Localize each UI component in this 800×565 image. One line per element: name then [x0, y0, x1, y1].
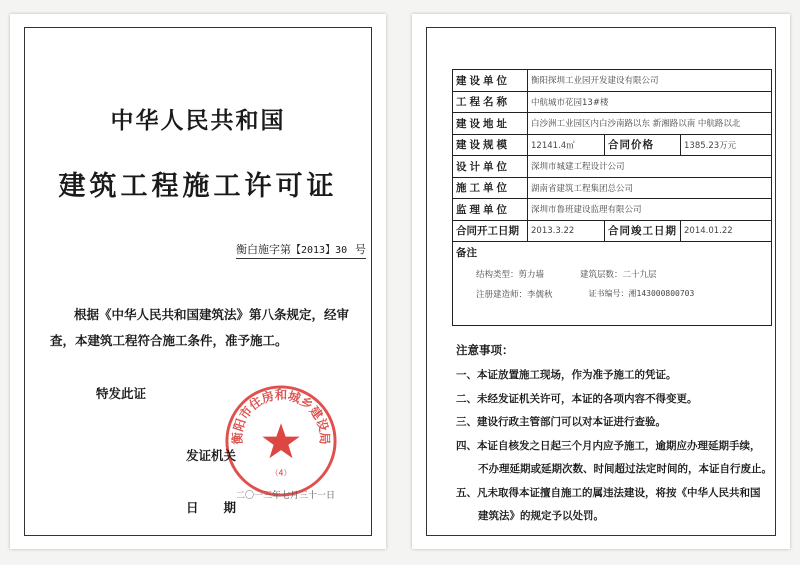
- issue-date: 二〇一三年七月三十一日: [236, 491, 336, 501]
- row-label: 建设地址: [453, 113, 528, 135]
- official-seal: [222, 382, 340, 500]
- remarks-line: [456, 288, 768, 300]
- note-item: 二、未经发证机关许可，本证的各项内容不得变更。: [456, 392, 698, 405]
- note-item: 四、本证自核发之日起三个月内应予施工，逾期应办理延期手续，: [456, 439, 761, 452]
- row-label: 监理单位: [453, 199, 528, 221]
- builder-name: 注册建造师：李儒秋: [476, 290, 553, 300]
- row-label: 建设单位: [453, 70, 528, 92]
- row-value: 白沙洲工业园区内白沙南路以东 新湘路以南 中航路以北: [528, 113, 772, 135]
- floor-count: 建筑层数：二十九层: [580, 270, 657, 280]
- row-label: 施工单位: [453, 177, 528, 199]
- row-label: 设计单位: [453, 156, 528, 178]
- row-value: 湖南省建筑工程集团总公司: [528, 177, 772, 199]
- row-label: 工程名称: [453, 91, 528, 113]
- certificate-left-page: [10, 14, 386, 549]
- table-row: [453, 113, 772, 135]
- table-row: [453, 220, 772, 242]
- row-value: 中航城市花园13#楼: [528, 91, 772, 113]
- row-label: 合同价格: [605, 134, 681, 156]
- date-label: 日 期: [186, 500, 237, 515]
- notes-list: [456, 364, 774, 529]
- row-value: 1385.23万元: [681, 134, 772, 156]
- row-label: 合同竣工日期: [605, 220, 681, 242]
- country-title: 中华人民共和国: [110, 107, 286, 134]
- approval-text: 根据《中华人民共和国建筑法》第八条规定，经审查，本建筑工程符合施工条件，准予施工。: [50, 307, 350, 348]
- row-value: 12141.4㎡: [528, 134, 605, 156]
- table-row: [453, 70, 772, 92]
- notes-title: 注意事项：: [456, 343, 514, 357]
- remarks-row: [453, 242, 772, 326]
- row-value: 衡阳探圳工业园开发建设有限公司: [528, 70, 772, 92]
- table-row: [453, 177, 772, 199]
- row-label: 合同开工日期: [453, 220, 528, 242]
- table-row: [453, 134, 772, 156]
- structure-type: 结构类型：剪力墙: [476, 270, 545, 280]
- permit-number-line: [236, 241, 366, 259]
- permit-suffix: 号: [355, 243, 366, 256]
- table-row: [453, 91, 772, 113]
- permit-number: 【2013】30: [291, 245, 348, 256]
- seal-number: （4）: [270, 468, 292, 478]
- remarks-cell: [453, 242, 772, 326]
- permit-prefix: 衡白施字第: [236, 243, 291, 256]
- note-item: 三、建设行政主管部门可以对本证进行查验。: [456, 416, 666, 428]
- project-info-table: [452, 69, 772, 326]
- row-value: 2014.01.22: [681, 220, 772, 242]
- issuer-label: 发证机关: [186, 448, 237, 463]
- remarks-line: [456, 268, 768, 280]
- seal-star-icon: [262, 423, 299, 458]
- certificate-right-page: [412, 14, 790, 549]
- note-item: 建筑法》的规定予以处罚。: [478, 510, 604, 522]
- table-row: [453, 199, 772, 221]
- row-value: 深圳市鲁班建设监理有限公司: [528, 199, 772, 221]
- row-value: 2013.3.22: [528, 220, 605, 242]
- seal-text: 衡阳市住房和城乡建设局: [230, 388, 332, 445]
- special-cert-text: 特发此证: [96, 386, 147, 401]
- remarks-title: 备注: [456, 247, 477, 259]
- table-row: [453, 156, 772, 178]
- row-value: 深圳市城建工程设计公司: [528, 156, 772, 178]
- note-item: 一、本证放置施工现场，作为准予施工的凭证。: [456, 369, 677, 381]
- certificate-number: 证书编号：湘143000800703: [588, 289, 695, 298]
- note-item: 不办理延期或延期次数、时间超过法定时间的，本证自行废止。: [478, 463, 772, 475]
- permit-title: 建筑工程施工许可证: [58, 171, 338, 202]
- row-label: 建设规模: [453, 134, 528, 156]
- note-item: 五、凡未取得本证擅自施工的属违法建设，将按《中华人民共和国: [456, 486, 761, 499]
